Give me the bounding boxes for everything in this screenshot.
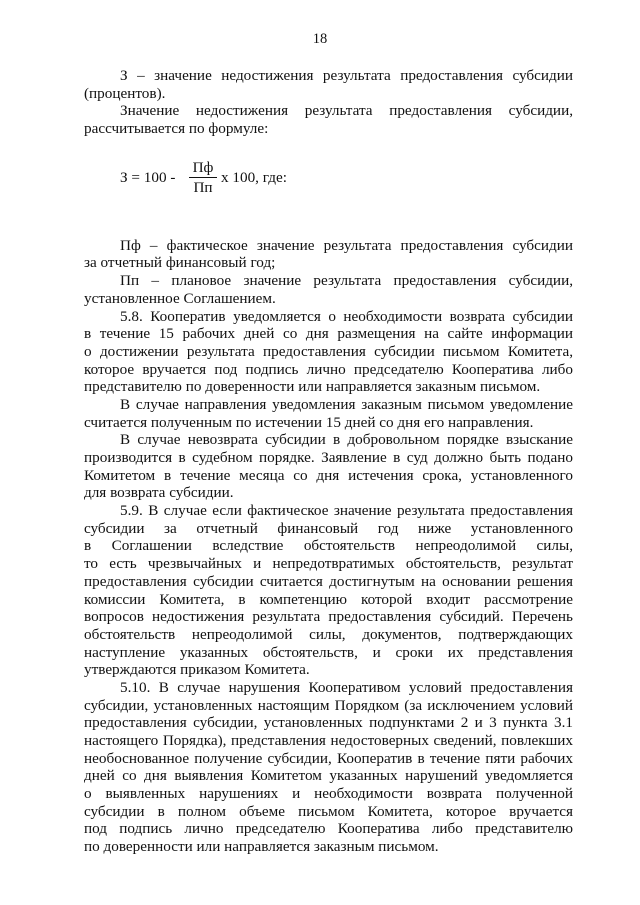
text-line: настоящего Порядка), представления недостоверных сведений, повлекших xyxy=(84,732,573,749)
text-line: З – значение недостижения результата предоставления субсидии xyxy=(120,67,573,84)
text-line: Комитетом в течение месяца со дня истечения срока, установленного xyxy=(84,466,573,484)
text-line: обстоятельств непреодолимой силы, документов, подтверждающих xyxy=(84,625,573,643)
text-line: вопросов недостижения результата предоставления субсидий. Перечень xyxy=(84,608,573,626)
paragraph xyxy=(84,308,573,396)
text-line: комиссии Комитета, в компетенцию которой входит рассмотрение xyxy=(84,590,573,608)
paragraph xyxy=(84,272,573,307)
text-line: В случае невозврата субсидии в добровольном порядке взыскание xyxy=(120,431,573,449)
text-line: необоснованное получение субсидии, Кооператив в течение пяти рабочих xyxy=(84,749,573,767)
text-line: считается полученным по истечении 15 дней со дня его направления. xyxy=(84,413,534,431)
formula-lhs: З = 100 - xyxy=(120,168,176,186)
paragraph-gap xyxy=(84,230,573,237)
paragraph xyxy=(84,237,573,272)
text-line: 5.9. В случае если фактическое значение результата предоставления xyxy=(120,502,573,520)
text-line: Пф – фактическое значение результата предоставления субсидии xyxy=(120,236,573,254)
paragraph xyxy=(84,431,573,502)
text-line: 5.10. В случае нарушения Кооперативом условий предоставления xyxy=(120,678,573,696)
text-line: в течение 15 рабочих дней со дня размещения на сайте информации xyxy=(84,325,573,343)
formula-denominator: Пп xyxy=(193,178,213,196)
formula-numerator: Пф xyxy=(192,158,214,176)
text-line: Пп – плановое значение результата предоставления субсидии, xyxy=(120,272,573,290)
text-line: для возврата субсидии. xyxy=(84,484,234,502)
text-line: предоставления субсидии считается достигнутым на основании решения xyxy=(84,572,573,590)
text-line: Значение недостижения результата предоставления субсидии, xyxy=(120,102,573,120)
text-line: в Соглашении вследствие обстоятельств непреодолимой силы, xyxy=(84,537,573,555)
paragraph xyxy=(84,396,573,431)
text-line: производится в судебном порядке. Заявление в суд должно быть подано xyxy=(84,449,573,466)
fraction-bar xyxy=(189,177,217,178)
paragraph xyxy=(84,102,573,137)
text-line: наступление указанных обстоятельств, и сроки их представления xyxy=(84,643,573,661)
text-line: по доверенности или направляется заказным письмом. xyxy=(84,838,439,856)
paragraph xyxy=(84,502,573,679)
text-line: то есть чрезвычайных и непредотвратимых обстоятельств, результат xyxy=(84,555,573,573)
text-line: (процентов). xyxy=(84,84,166,102)
text-line: за отчетный финансовый год; xyxy=(84,254,276,272)
text-line: субсидии за отчетный финансовый год ниже установленного xyxy=(84,519,573,537)
text-line: субсидии в полном объеме письмом Комитета, которое вручается xyxy=(84,802,573,820)
text-line: которое вручается под подпись лично председателю Кооператива либо xyxy=(84,360,573,378)
text-line: рассчитывается по формуле: xyxy=(84,120,269,138)
text-line: В случае направления уведомления заказным письмом уведомление xyxy=(120,395,573,413)
document-body xyxy=(84,67,573,856)
text-line: о достижении результата предоставления субсидии письмом Комитета, xyxy=(84,342,573,360)
text-line: субсидии, установленных настоящим Порядком (за исключением условий xyxy=(84,696,573,714)
text-line: предоставления субсидии, установленных подпунктами 2 и 3 пункта 3.1 xyxy=(84,714,573,732)
text-line: установленное Соглашением. xyxy=(84,289,276,307)
text-line: представителю по доверенности или направляется заказным письмом. xyxy=(84,378,541,396)
formula xyxy=(84,138,573,230)
text-line: под подпись лично председателю Кооператива либо представителю xyxy=(84,820,573,838)
page-number: 18 xyxy=(312,31,328,47)
text-line: дней со дня выявления Комитетом указанных нарушений уведомляется xyxy=(84,767,573,785)
text-line: утверждаются приказом Комитета. xyxy=(84,661,310,679)
paragraph xyxy=(84,67,573,102)
text-line: о выявленных нарушениях и необходимости возврата полученной xyxy=(84,785,573,803)
formula-fraction xyxy=(189,160,217,196)
paragraph xyxy=(84,679,573,856)
text-line: 5.8. Кооператив уведомляется о необходимости возврата субсидии xyxy=(120,307,573,325)
formula-rhs: x 100, где: xyxy=(221,168,287,186)
